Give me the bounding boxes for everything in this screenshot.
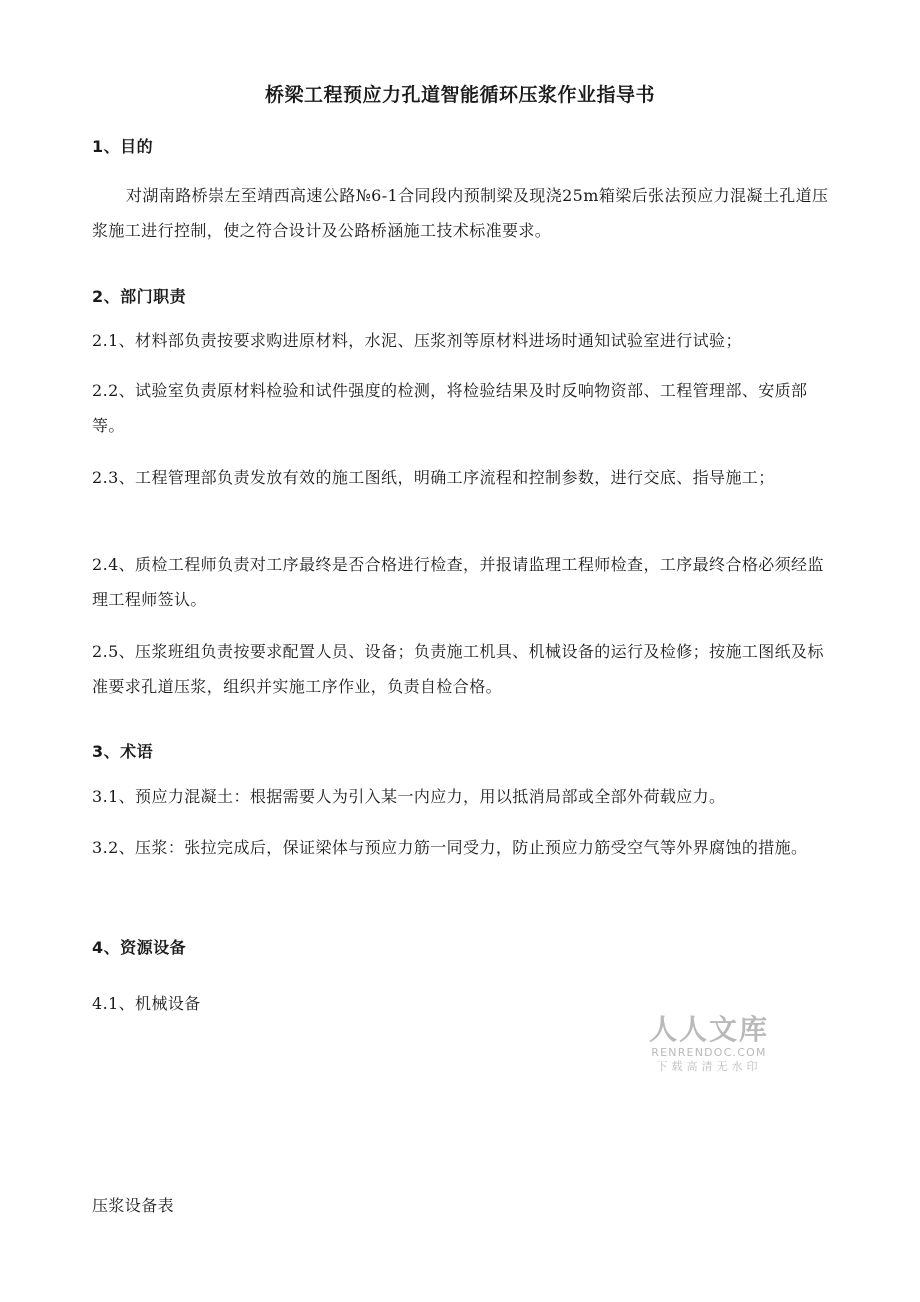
section-heading-responsibilities: 2、部门职责 [92, 287, 187, 306]
paragraph-3-2: 3.2、压浆：张拉完成后，保证梁体与预应力筋一同受力，防止预应力筋受空气等外界腐蚀的措施。 [92, 838, 808, 857]
watermark-domain: RENRENDOC.COM [651, 1046, 767, 1059]
watermark-logo [646, 1014, 772, 1074]
paragraph-2-1: 2.1、材料部负责按要求购进原材料，水泥、压浆剂等原材料进场时通知试验室进行试验； [92, 331, 742, 350]
section-heading-resources: 4、资源设备 [92, 938, 187, 957]
watermark-brand: 人人文库 [648, 1013, 769, 1046]
paragraph-2-3: 2.3、工程管理部负责发放有效的施工图纸，明确工序流程和控制参数，进行交底、指导施工； [92, 468, 775, 487]
paragraph-2-5: 2.5、压浆班组负责按要求配置人员、设备；负责施工机具、机械设备的运行及检修；按施工图纸及标准要求孔道压浆，组织并实施工序作业，负责自检合格。 [92, 642, 824, 696]
section-heading-terms: 3、术语 [92, 742, 154, 761]
paragraph-2-2: 2.2、试验室负责原材料检验和试件强度的检测，将检验结果及时反响物资部、工程管理部、安质部等。 [92, 381, 808, 435]
table-caption: 压浆设备表 [92, 1196, 175, 1215]
paragraph-4-1: 4.1、机械设备 [92, 994, 201, 1013]
paragraph-purpose: 对湖南路桥崇左至靖西高速公路№6-1合同段内预制梁及现浇25m箱梁后张法预应力混凝土孔道压浆施工进行控制，使之符合设计及公路桥涵施工技术标准要求。 [92, 186, 829, 240]
paragraph-3-1: 3.1、预应力混凝土：根据需要人为引入某一内应力，用以抵消局部或全部外荷载应力。 [92, 787, 726, 806]
section-heading-purpose: 1、目的 [92, 137, 154, 156]
paragraph-2-4: 2.4、质检工程师负责对工序最终是否合格进行检查，并报请监理工程师检查，工序最终合格必须经监理工程师签认。 [92, 555, 824, 609]
watermark-slogan: 下载高清无水印 [656, 1060, 762, 1073]
document-title: 桥梁工程预应力孔道智能循环压浆作业指导书 [264, 84, 655, 106]
